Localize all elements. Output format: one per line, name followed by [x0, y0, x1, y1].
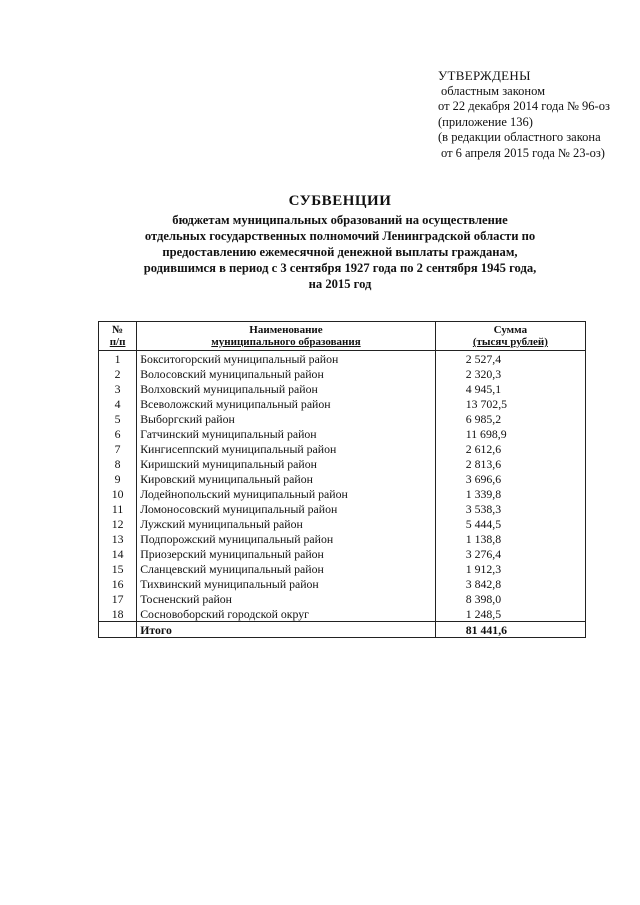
- header-name-line2: муниципального образования: [211, 336, 361, 348]
- table-row: [99, 546, 586, 561]
- row-name: Сосновоборский городской округ: [137, 606, 436, 622]
- row-name: Лодейнопольский муниципальный район: [137, 486, 436, 501]
- row-name: Тихвинский муниципальный район: [137, 576, 436, 591]
- row-sum: 3 276,4: [435, 546, 585, 561]
- header-number: [99, 322, 137, 351]
- row-number: 14: [99, 546, 137, 561]
- table-row: [99, 531, 586, 546]
- table-row: [99, 606, 586, 622]
- row-sum: 4 945,1: [435, 381, 585, 396]
- row-sum: 8 398,0: [435, 591, 585, 606]
- subtitle-line: на 2015 год: [308, 277, 372, 291]
- row-sum: 3 538,3: [435, 501, 585, 516]
- row-name: Ломоносовский муниципальный район: [137, 501, 436, 516]
- row-number: 18: [99, 606, 137, 622]
- total-row: [99, 622, 586, 638]
- row-number: 9: [99, 471, 137, 486]
- row-number: 12: [99, 516, 137, 531]
- header-sum-line1: Сумма: [493, 324, 528, 336]
- row-name: Бокситогорский муниципальный район: [137, 351, 436, 367]
- row-number: 10: [99, 486, 137, 501]
- row-name: Сланцевский муниципальный район: [137, 561, 436, 576]
- table-row: [99, 501, 586, 516]
- subtitle-line: родившимся в период с 3 сентября 1927 года по 2 сентября 1945 года,: [143, 261, 537, 275]
- header-name-line1: Наименование: [249, 324, 323, 336]
- row-sum: 2 320,3: [435, 366, 585, 381]
- table-row: [99, 381, 586, 396]
- table-row: [99, 411, 586, 426]
- approval-line-5: от 6 апреля 2015 года № 23-оз): [441, 145, 605, 160]
- row-name: Кировский муниципальный район: [137, 471, 436, 486]
- table-row: [99, 486, 586, 501]
- row-number: 8: [99, 456, 137, 471]
- row-number: 2: [99, 366, 137, 381]
- subsidy-table: [98, 321, 586, 638]
- approval-line-2: от 22 декабря 2014 года № 96-оз: [438, 99, 610, 113]
- row-sum: 1 912,3: [435, 561, 585, 576]
- row-name: Кингисеппский муниципальный район: [137, 441, 436, 456]
- table-row: [99, 576, 586, 591]
- approval-line-4: (в редакции областного закона: [438, 130, 601, 144]
- document-title: СУБВЕНЦИИ: [288, 193, 392, 209]
- table-row: [99, 561, 586, 576]
- document-subtitle: [90, 212, 590, 292]
- row-number: 16: [99, 576, 137, 591]
- row-sum: 13 702,5: [435, 396, 585, 411]
- table-row: [99, 591, 586, 606]
- header-sum-line2: (тысяч рублей): [472, 336, 548, 348]
- row-number: 6: [99, 426, 137, 441]
- table-row: [99, 366, 586, 381]
- row-name: Лужский муниципальный район: [137, 516, 436, 531]
- total-sum: 81 441,6: [435, 622, 585, 638]
- row-sum: 2 612,6: [435, 441, 585, 456]
- row-number: 15: [99, 561, 137, 576]
- row-sum: 1 138,8: [435, 531, 585, 546]
- row-sum: 3 696,6: [435, 471, 585, 486]
- table-row: [99, 351, 586, 367]
- subtitle-line: бюджетам муниципальных образований на осуществление: [172, 213, 508, 227]
- row-number: 1: [99, 351, 137, 367]
- row-sum: 5 444,5: [435, 516, 585, 531]
- row-name: Выборгский район: [137, 411, 436, 426]
- row-number: 3: [99, 381, 137, 396]
- table-body: [99, 351, 586, 622]
- row-sum: 11 698,9: [435, 426, 585, 441]
- row-number: 5: [99, 411, 137, 426]
- row-name: Всеволожский муниципальный район: [137, 396, 436, 411]
- table-row: [99, 441, 586, 456]
- row-name: Киришский муниципальный район: [137, 456, 436, 471]
- row-sum: 6 985,2: [435, 411, 585, 426]
- table-row: [99, 426, 586, 441]
- row-sum: 2 813,6: [435, 456, 585, 471]
- row-number: 13: [99, 531, 137, 546]
- row-sum: 3 842,8: [435, 576, 585, 591]
- subtitle-line: отдельных государственных полномочий Ленинградской области по: [144, 229, 536, 243]
- header-sum: [435, 322, 585, 351]
- table-row: [99, 456, 586, 471]
- approval-line-1: областным законом: [441, 83, 546, 98]
- table-row: [99, 471, 586, 486]
- approval-block: [438, 68, 638, 161]
- row-name: Волховский муниципальный район: [137, 381, 436, 396]
- subtitle-line: предоставлению ежемесячной денежной выплаты гражданам,: [162, 245, 518, 259]
- approval-title: УТВЕРЖДЕНЫ: [438, 68, 531, 83]
- row-name: Волосовский муниципальный район: [137, 366, 436, 381]
- row-number: 7: [99, 441, 137, 456]
- header-number-line1: №: [112, 324, 124, 336]
- row-number: 11: [99, 501, 137, 516]
- total-number-cell: [99, 622, 137, 638]
- row-name: Подпорожский муниципальный район: [137, 531, 436, 546]
- row-sum: 2 527,4: [435, 351, 585, 367]
- approval-line-3: (приложение 136): [438, 114, 533, 129]
- row-number: 4: [99, 396, 137, 411]
- row-name: Гатчинский муниципальный район: [137, 426, 436, 441]
- row-sum: 1 339,8: [435, 486, 585, 501]
- total-label: Итого: [137, 622, 436, 638]
- row-number: 17: [99, 591, 137, 606]
- row-sum: 1 248,5: [435, 606, 585, 622]
- table-row: [99, 516, 586, 531]
- row-name: Приозерский муниципальный район: [137, 546, 436, 561]
- table-row: [99, 396, 586, 411]
- header-name: [137, 322, 436, 351]
- row-name: Тосненский район: [137, 591, 436, 606]
- table-header-row: [99, 322, 586, 351]
- header-number-line2: п/п: [109, 336, 126, 348]
